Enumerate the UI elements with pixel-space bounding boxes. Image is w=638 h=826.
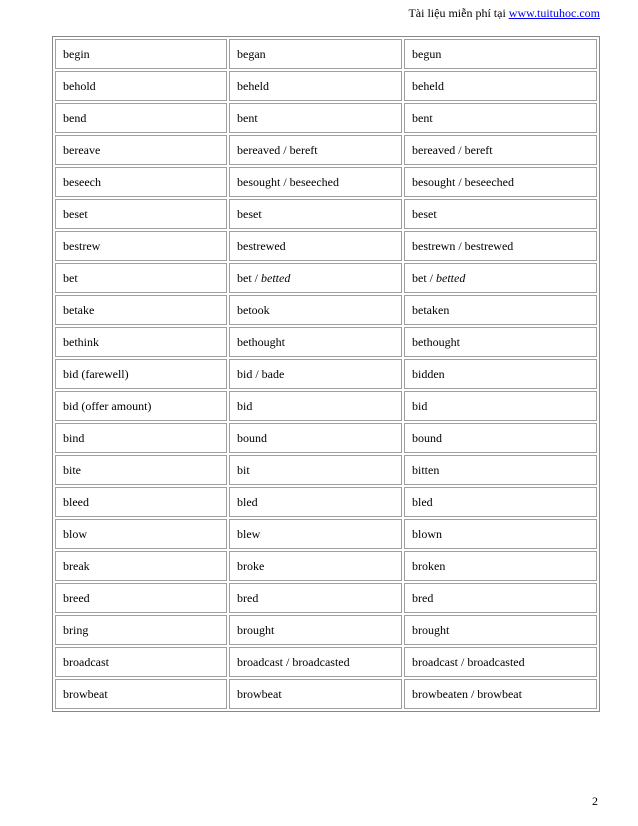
past-participle: broadcast / broadcasted: [404, 647, 597, 677]
table-row: [55, 647, 597, 677]
past-simple-main: bet /: [237, 270, 261, 285]
base-form: beseech: [55, 167, 227, 197]
past-participle: beset: [404, 199, 597, 229]
past-simple: broadcast / broadcasted: [229, 647, 402, 677]
past-participle: brought: [404, 615, 597, 645]
base-form: blow: [55, 519, 227, 549]
past-participle: bent: [404, 103, 597, 133]
past-participle: bitten: [404, 455, 597, 485]
table-row: [55, 167, 597, 197]
past-simple: [229, 263, 402, 293]
table-row: [55, 71, 597, 101]
table-row: [55, 519, 597, 549]
past-simple: bit: [229, 455, 402, 485]
past-participle: blown: [404, 519, 597, 549]
irregular-verbs-table: [52, 36, 600, 712]
base-form: break: [55, 551, 227, 581]
past-simple: broke: [229, 551, 402, 581]
past-simple: blew: [229, 519, 402, 549]
past-simple: bound: [229, 423, 402, 453]
table-row: [55, 327, 597, 357]
past-participle: bred: [404, 583, 597, 613]
table-row: [55, 135, 597, 165]
past-participle: bethought: [404, 327, 597, 357]
table-row: [55, 455, 597, 485]
base-form: bleed: [55, 487, 227, 517]
past-participle-variant: betted: [436, 270, 466, 285]
base-form: breed: [55, 583, 227, 613]
past-simple: brought: [229, 615, 402, 645]
page-number: 2: [592, 794, 598, 808]
base-form: bend: [55, 103, 227, 133]
past-participle: bound: [404, 423, 597, 453]
base-form: bestrew: [55, 231, 227, 261]
past-simple: bethought: [229, 327, 402, 357]
past-participle: bidden: [404, 359, 597, 389]
past-participle: betaken: [404, 295, 597, 325]
page-header: [408, 6, 600, 21]
past-participle: beheld: [404, 71, 597, 101]
past-simple: bid: [229, 391, 402, 421]
table-row: [55, 263, 597, 293]
table-row: [55, 615, 597, 645]
table-row: [55, 103, 597, 133]
past-participle: bled: [404, 487, 597, 517]
base-form: beset: [55, 199, 227, 229]
past-simple: bestrewed: [229, 231, 402, 261]
base-form: behold: [55, 71, 227, 101]
past-simple: bid / bade: [229, 359, 402, 389]
base-form: bind: [55, 423, 227, 453]
past-participle: browbeaten / browbeat: [404, 679, 597, 709]
table-row: [55, 295, 597, 325]
past-simple: bereaved / bereft: [229, 135, 402, 165]
past-simple: began: [229, 39, 402, 69]
past-simple: betook: [229, 295, 402, 325]
table-row: [55, 39, 597, 69]
table-row: [55, 487, 597, 517]
base-form: betake: [55, 295, 227, 325]
table-row: [55, 359, 597, 389]
past-participle: bestrewn / bestrewed: [404, 231, 597, 261]
past-simple: bled: [229, 487, 402, 517]
base-form: begin: [55, 39, 227, 69]
base-form: bid (offer amount): [55, 391, 227, 421]
past-simple: beset: [229, 199, 402, 229]
past-participle: bereaved / bereft: [404, 135, 597, 165]
base-form: bite: [55, 455, 227, 485]
base-form: bring: [55, 615, 227, 645]
past-participle: broken: [404, 551, 597, 581]
past-simple: beheld: [229, 71, 402, 101]
past-simple-variant: betted: [261, 270, 291, 285]
header-link[interactable]: www.tuituhoc.com: [508, 6, 600, 20]
header-text: Tài liệu miễn phí tại: [408, 6, 509, 20]
base-form: bereave: [55, 135, 227, 165]
table-row: [55, 391, 597, 421]
past-participle: begun: [404, 39, 597, 69]
past-simple: browbeat: [229, 679, 402, 709]
past-simple: bent: [229, 103, 402, 133]
base-form: bet: [55, 263, 227, 293]
past-participle: besought / beseeched: [404, 167, 597, 197]
past-participle-main: bet /: [412, 270, 436, 285]
past-participle: [404, 263, 597, 293]
base-form: bid (farewell): [55, 359, 227, 389]
table-row: [55, 199, 597, 229]
past-simple: bred: [229, 583, 402, 613]
base-form: broadcast: [55, 647, 227, 677]
table-row: [55, 679, 597, 709]
past-simple: besought / beseeched: [229, 167, 402, 197]
table-row: [55, 551, 597, 581]
past-participle: bid: [404, 391, 597, 421]
table-row: [55, 583, 597, 613]
table-row: [55, 423, 597, 453]
base-form: browbeat: [55, 679, 227, 709]
base-form: bethink: [55, 327, 227, 357]
table-row: [55, 231, 597, 261]
